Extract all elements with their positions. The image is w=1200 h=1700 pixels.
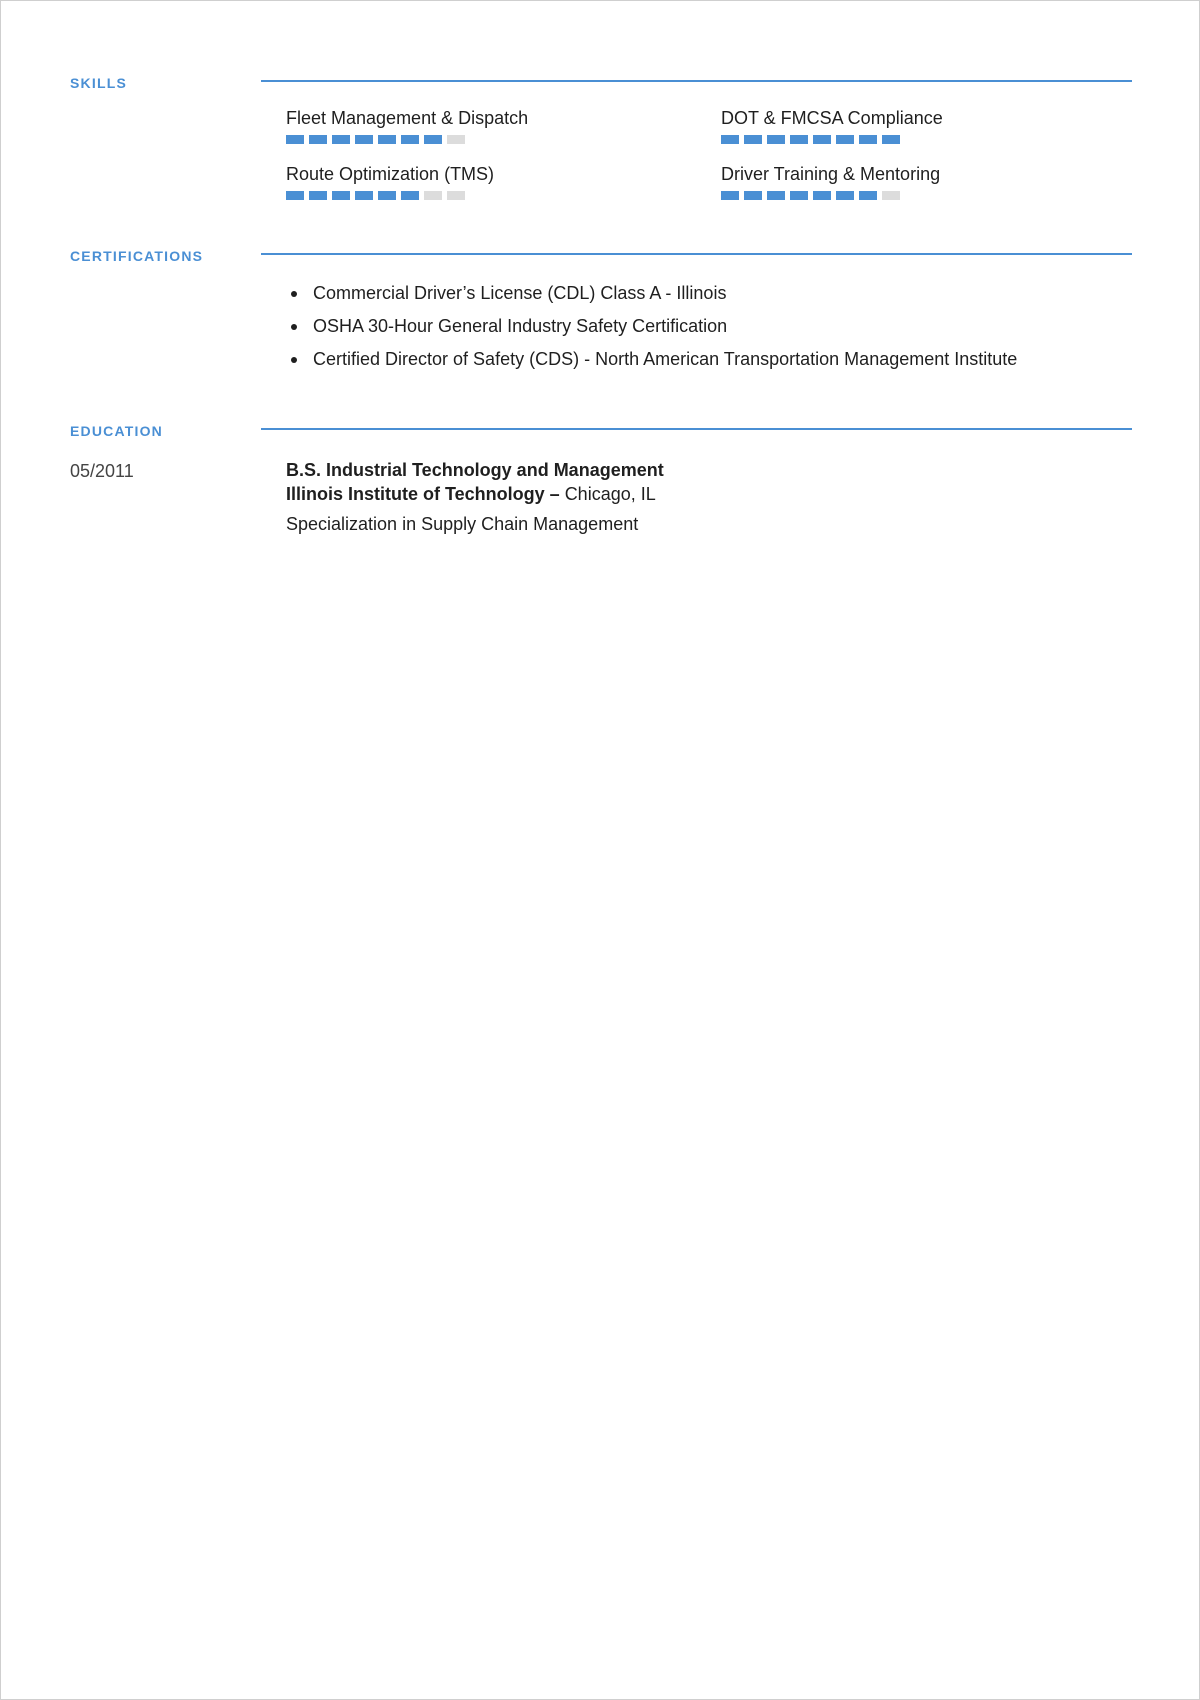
skill-name: Fleet Management & Dispatch [286,108,529,128]
skill-segment-filled [332,191,350,200]
skill-segment-filled [378,191,396,200]
skill-segment-filled [355,135,373,144]
education-detail: Specialization in Supply Chain Management [286,514,639,534]
skill-segment-filled [401,191,419,200]
skill-segment-filled [309,135,327,144]
section-divider [261,253,1132,255]
school-line [286,482,1132,506]
certifications-list [286,282,1132,370]
certifications-section [70,246,1132,396]
skill-name: Driver Training & Mentoring [721,164,941,184]
skill-segment-empty [447,135,465,144]
skill-segment-filled [286,135,304,144]
skill-segment-empty [882,191,900,200]
skill-segment-filled [744,135,762,144]
skill-item [286,107,721,144]
skills-content [286,107,1132,200]
school-location: Chicago, IL [564,484,656,504]
skill-segment-filled [767,191,785,200]
skill-segment-filled [859,135,877,144]
skill-segment-filled [859,191,877,200]
certification-text: OSHA 30-Hour General Industry Safety Certification [313,316,728,336]
skill-segment-filled [744,191,762,200]
bullet-icon [291,291,297,297]
certification-text: Commercial Driver’s License (CDL) Class A - Illinois [313,283,727,303]
skill-segment-filled [378,135,396,144]
skill-segment-filled [721,191,739,200]
skill-segment-filled [355,191,373,200]
school-name: Illinois Institute of Technology [286,484,545,504]
skills-section [70,73,1132,213]
education-date: 05/2011 [70,461,134,481]
skill-item [721,163,1132,200]
section-title-skills: SKILLS [70,75,127,91]
list-item [286,315,1132,337]
skill-item [286,163,721,200]
skill-segment-filled [401,135,419,144]
bullet-icon [291,357,297,363]
bullet-icon [291,324,297,330]
skill-segment-filled [309,191,327,200]
degree-title: B.S. Industrial Technology and Management [286,460,664,480]
certification-text: Certified Director of Safety (CDS) - North American Transportation Management Institute [313,349,1018,369]
skill-level-bar [286,191,721,200]
skills-grid [286,107,1132,200]
section-divider [261,428,1132,430]
skill-name: DOT & FMCSA Compliance [721,108,943,128]
certifications-content [286,282,1132,381]
skill-level-bar [721,191,1132,200]
skill-segment-filled [813,135,831,144]
skill-segment-filled [836,135,854,144]
skill-name: Route Optimization (TMS) [286,164,495,184]
skill-segment-filled [882,135,900,144]
list-item [286,282,1132,304]
skill-segment-filled [836,191,854,200]
skill-segment-filled [424,135,442,144]
skill-segment-filled [767,135,785,144]
skill-item [721,107,1132,144]
skill-segment-filled [790,135,808,144]
section-divider [261,80,1132,82]
skill-segment-empty [424,191,442,200]
skill-segment-empty [447,191,465,200]
skill-segment-filled [286,191,304,200]
school-separator: – [544,484,565,504]
skill-level-bar [721,135,1132,144]
list-item [286,348,1132,370]
section-title-certifications: CERTIFICATIONS [70,248,204,264]
skill-segment-filled [790,191,808,200]
section-title-education: EDUCATION [70,423,163,439]
skill-segment-filled [813,191,831,200]
skill-level-bar [286,135,721,144]
skill-segment-filled [332,135,350,144]
education-content [286,458,1132,536]
education-section [70,421,1132,541]
skill-segment-filled [721,135,739,144]
